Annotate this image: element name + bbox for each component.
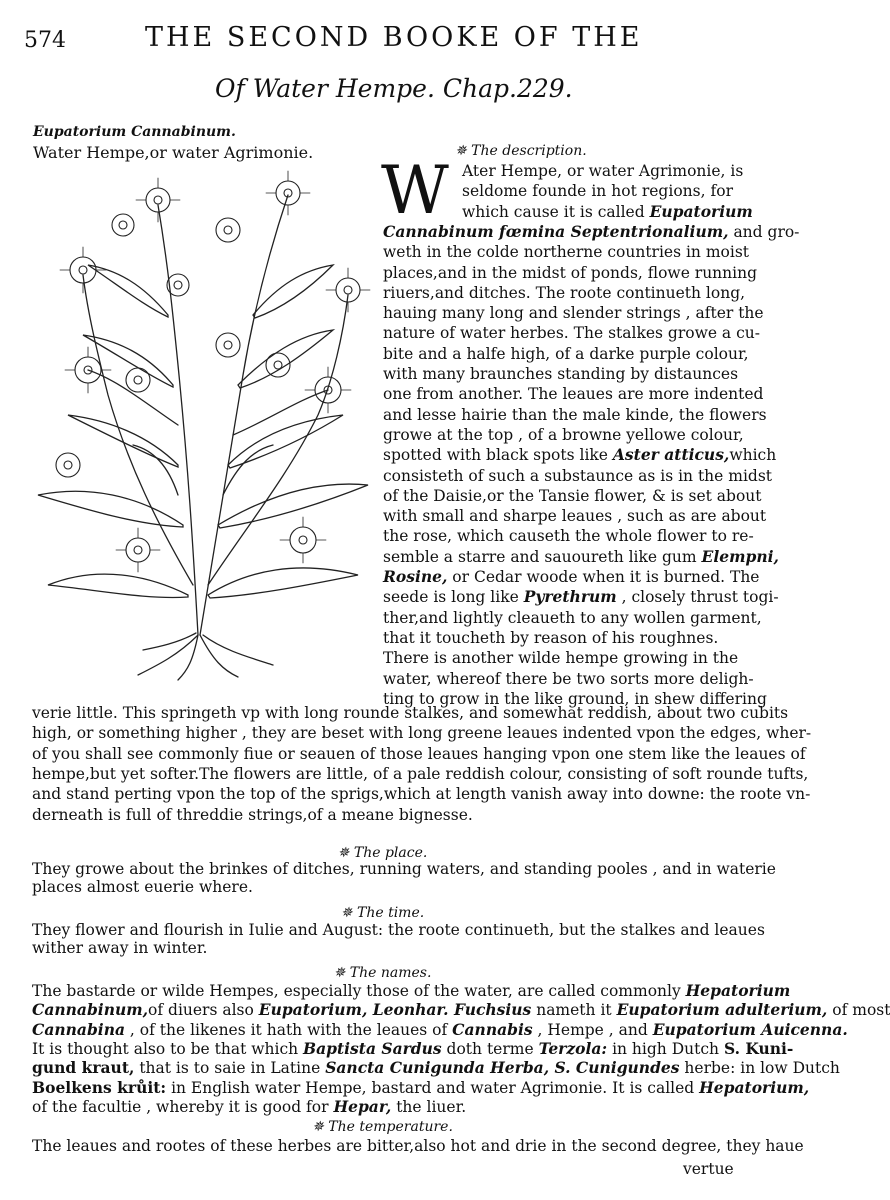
description-line-5: weth in the colde northerne countries in moist [383,243,750,262]
description-line-9: nature of water herbes. The stalkes growe a cu- [383,324,761,343]
description-line-10: bite and a halfe high, of a darke purple colour, [383,344,749,363]
temperature-line-1: The leaues and rootes of these herbes are bitter,also hot and drie in the second degree, they haue [32,1137,804,1155]
description-line-7: riuers,and ditches. The roote continueth long, [383,283,746,302]
description-line-14: growe at the top , of a browne yellowe colour, [383,425,744,444]
place-line-2: places almost euerie where. [32,878,253,896]
description-full-line-5: and stand perting vpon the top of the sprigs,which at length vanish away into downe: the roote vn- [32,785,811,804]
description-line-25: There is another wilde hempe growing in the [383,649,739,668]
description-full-line-1: verie little. This springeth vp with long rounde stalkes, and somewhat reddish, about two cubits [32,704,789,722]
botanical-woodcut-illustration [28,165,373,685]
description-line-26: water, whereof there be two sorts more deligh- [383,669,754,688]
temperature-heading: ✵ The temperature. [312,1119,453,1135]
description-full-line-2: high, or something higher , they are beset with long greene leaues indented vpon the edges, wher- [32,724,812,743]
description-line-22: seede is long like Pyrethrum , closely thrust togi- [383,587,779,607]
description-line-18: with small and sharpe leaues , such as are about [383,507,767,526]
figure-caption-english: Water Hempe,or water Agrimonie. [33,143,314,162]
description-line-19: the rose, which causeth the whole flower to re- [383,527,754,546]
catchword: vertue [683,1160,734,1178]
description-line-20: semble a starre and sauoureth like gum Elempni, [383,546,779,566]
description-line-3: which cause it is called Eupatorium [462,201,753,221]
description-line-6: places,and in the midst of ponds, flowe running [383,263,758,282]
description-line-1: Ater Hempe, or water Agrimonie, is [462,162,744,180]
names-line-5: gund kraut, that is to saie in Latine Sancta Cunigunda Herba, S. Cunigundes herbe: in low Dutch [32,1058,840,1078]
names-line-2: Cannabinum,of diuers also Eupatorium, Leonhar. Fuchsius nameth it Eupatorium adulterium, of most [32,1000,890,1020]
description-line-2: seldome founde in hot regions, for [462,182,733,201]
description-line-8: hauing many long and slender strings , after the [383,304,764,323]
time-heading: ✵ The time. [340,905,425,921]
time-line-1: They flower and flourish in Iulie and August: the roote continueth, but the stalkes and leaues [32,921,765,939]
place-heading: ✵ The place. [337,845,428,861]
time-line-2: wither away in winter. [32,939,208,957]
description-line-13: and lesse hairie than the male kinde, the flowers [383,405,767,424]
description-line-11: with many braunches standing by distaunces [383,365,739,383]
description-line-23: ther,and lightly cleaueth to any wollen garment, [383,608,762,627]
names-line-6: Boelkens krůit: in English water Hempe, bastard and water Agrimonie. It is called Hepatorium, [32,1077,810,1097]
page-number: 574 [24,28,66,53]
description-line-27: ting to grow in the like ground, in shew differing [383,689,767,708]
names-line-4: It is thought also to be that which Baptista Sardus doth terme Terzola: in high Dutch S. Kuni- [32,1038,794,1058]
description-line-16: consisteth of such a substaunce as is in the midst [383,466,773,485]
description-line-15: spotted with black spots like Aster atticus,which [383,445,777,465]
description-heading: ✵ The description. [455,143,587,159]
names-line-7: of the facultie , whereby it is good for Hepar, the liuer. [32,1096,467,1116]
names-heading: ✵ The names. [333,965,432,981]
description-line-4: Cannabinum fœmina Septentrionalium, and gro- [383,221,800,241]
description-full-line-4: hempe,but yet softer.The flowers are little, of a pale reddish colour, consisting of soft rounde tufts, [32,764,809,783]
description-full-line-6: derneath is full of threddie strings,of a meane bignesse. [32,805,473,824]
description-line-17: of the Daisie,or the Tansie flower, & is set about [383,486,762,505]
names-line-1: The bastarde or wilde Hempes, especially those of the water, are called commonly Hepatorium [32,981,791,1000]
place-line-1: They growe about the brinkes of ditches, running waters, and standing pooles , and in waterie [32,860,776,878]
chapter-title: Of Water Hempe. Chap.229. [215,74,573,103]
names-line-3: Cannabina , of the likenes it hath with the leaues of Cannabis , Hempe , and Eupatorium Auicenna. [32,1019,848,1039]
description-line-24: that it toucheth by reason of his roughnes. [383,628,719,647]
description-line-12: one from another. The leaues are more indented [383,385,764,404]
description-full-line-3: of you shall see commonly fiue or seauen of those leaues hanging vpon one stem like the leaues of [32,744,806,763]
description-line-21: Rosine, or Cedar woode when it is burned. The [383,567,760,586]
dropcap-letter: W [381,152,449,229]
running-head: THE SECOND BOOKE OF THE [145,22,643,53]
figure-caption-latin: Eupatorium Cannabinum. [33,124,236,140]
